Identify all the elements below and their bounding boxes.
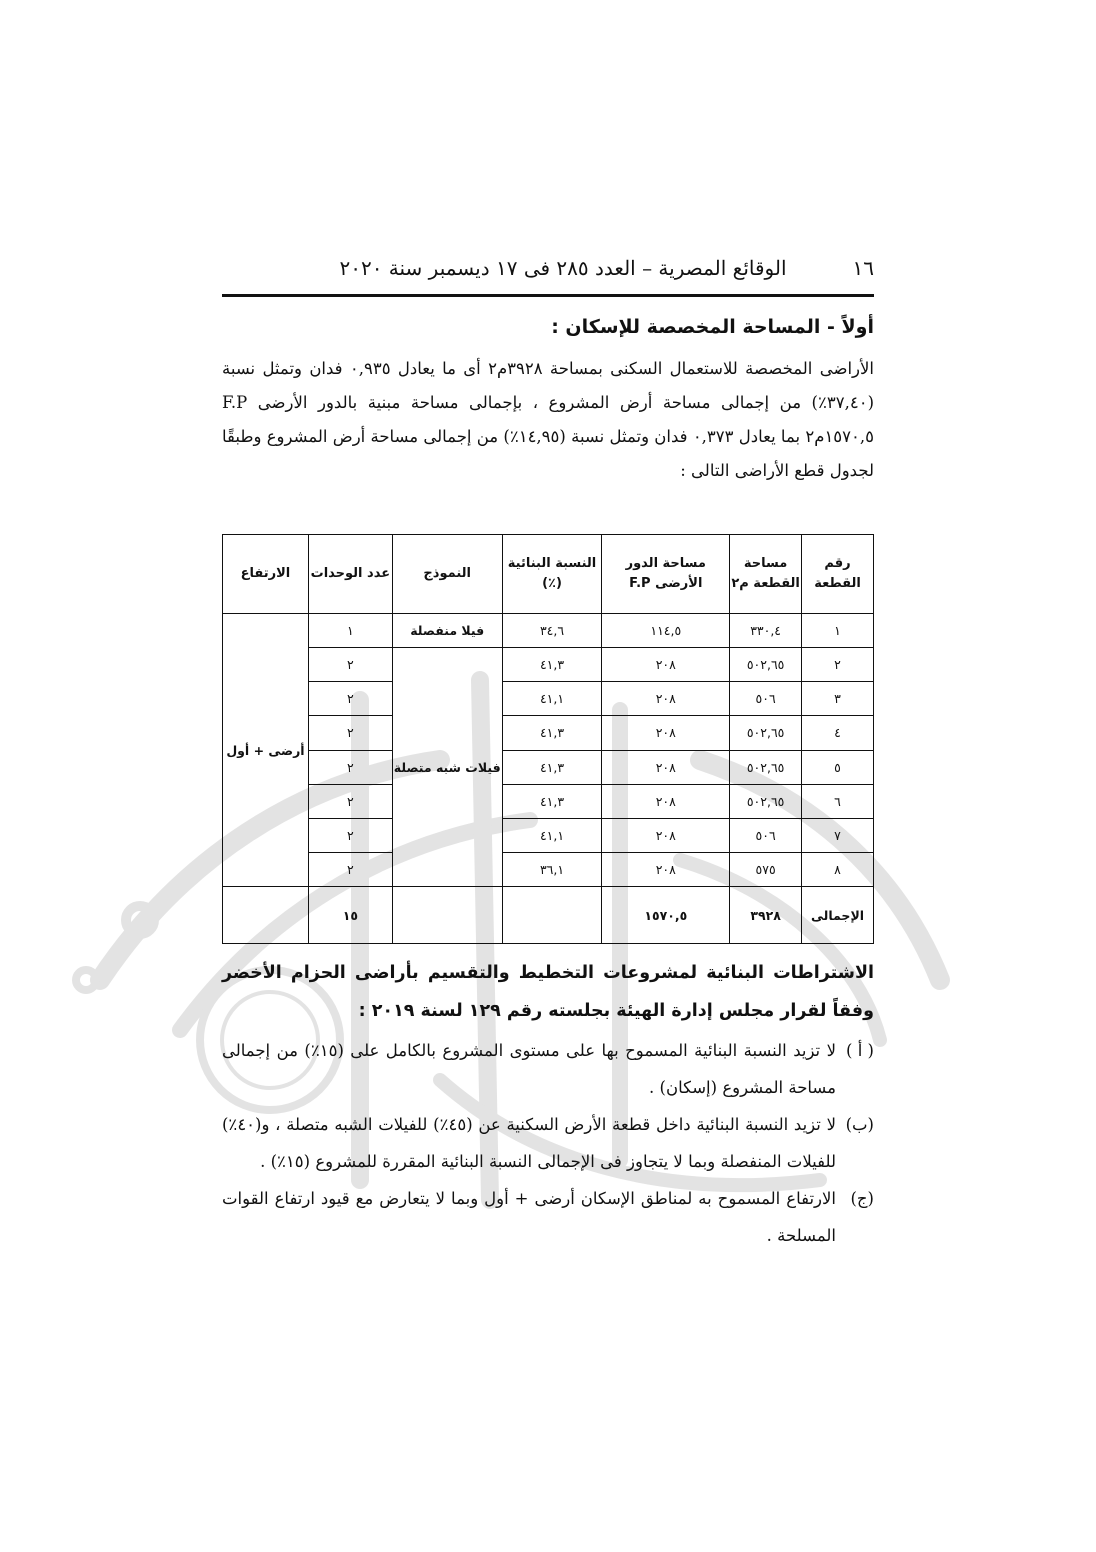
cell-model-semi: فيلات شبه متصلة xyxy=(392,648,502,887)
cell-coverage: ٣٦,١ xyxy=(502,852,602,886)
header-rule xyxy=(222,294,874,297)
cell-ground-area: ٢٠٨ xyxy=(602,682,730,716)
cell-coverage: ٤١,٣ xyxy=(502,716,602,750)
cell-plot-area: ٥٠٢,٦٥ xyxy=(730,750,802,784)
header-plot-area: مساحة القطعة م٢ xyxy=(730,535,802,614)
cell-model-single: فيلا منفصلة xyxy=(392,614,502,648)
cell-ground-area: ٢٠٨ xyxy=(602,784,730,818)
cell-ground-area: ٢٠٨ xyxy=(602,716,730,750)
header-ground-area: مساحة الدور الأرضى F.P xyxy=(602,535,730,614)
page-number: ١٦ xyxy=(852,256,874,280)
cell-units: ٢ xyxy=(308,818,392,852)
cell-plot-area: ٥٠٢,٦٥ xyxy=(730,648,802,682)
item-label: (ب) xyxy=(845,1115,874,1134)
item-text: الارتفاع المسموح به لمناطق الإسكان أرضى + أول وبما لا يتعارض مع قيود ارتفاع القوات المسلحة . xyxy=(222,1189,836,1245)
conditions-list xyxy=(222,1032,874,1254)
cell-plot-area: ٥٧٥ xyxy=(730,852,802,886)
table-row xyxy=(223,682,874,716)
cell-height: أرضى + أول xyxy=(223,614,309,887)
cell-plot-area: ٥٠٦ xyxy=(730,818,802,852)
plots-table xyxy=(222,534,874,944)
section-heading-housing: أولاً - المساحة المخصصة للإسكان : xyxy=(551,316,874,338)
cell-units: ٢ xyxy=(308,648,392,682)
header-plot-no: رقم القطعة xyxy=(802,535,874,614)
item-label: (ج) xyxy=(850,1189,874,1208)
header-units: عدد الوحدات xyxy=(308,535,392,614)
page-header xyxy=(222,250,874,286)
table-row xyxy=(223,648,874,682)
table-row xyxy=(223,716,874,750)
total-plot-area: ٣٩٢٨ xyxy=(730,887,802,944)
total-coverage-empty xyxy=(502,887,602,944)
total-model-empty xyxy=(392,887,502,944)
total-units: ١٥ xyxy=(308,887,392,944)
cell-plot-area: ٥٠٢,٦٥ xyxy=(730,716,802,750)
cell-plot-area: ٥٠٦ xyxy=(730,682,802,716)
cell-ground-area: ٢٠٨ xyxy=(602,648,730,682)
list-item xyxy=(222,1032,874,1106)
cell-units: ١ xyxy=(308,614,392,648)
table-row xyxy=(223,852,874,886)
cell-coverage: ٤١,٣ xyxy=(502,750,602,784)
item-label: ( أ ) xyxy=(846,1041,874,1060)
section-heading-conditions: الاشتراطات البنائية لمشروعات التخطيط والتقسيم بأراضى الحزام الأخضر وفقاً لقرار مجلس إدارة الهيئة بجلسته رقم ١٢٩ لسنة ٢٠١٩ : xyxy=(222,963,874,1021)
cell-plot-no: ٤ xyxy=(802,716,874,750)
list-item xyxy=(222,1106,874,1180)
cell-coverage: ٤١,٣ xyxy=(502,648,602,682)
cell-plot-no: ٢ xyxy=(802,648,874,682)
cell-ground-area: ٢٠٨ xyxy=(602,750,730,784)
table-row xyxy=(223,784,874,818)
cell-units: ٢ xyxy=(308,682,392,716)
header-model: النموذج xyxy=(392,535,502,614)
cell-units: ٢ xyxy=(308,716,392,750)
cell-plot-no: ٥ xyxy=(802,750,874,784)
cell-ground-area: ١١٤,٥ xyxy=(602,614,730,648)
cell-plot-no: ١ xyxy=(802,614,874,648)
cell-ground-area: ٢٠٨ xyxy=(602,852,730,886)
total-label: الإجمالى xyxy=(802,887,874,944)
item-text: لا تزيد النسبة البنائية المسموح بها على مستوى المشروع بالكامل على (١٥٪) من إجمالى مساحة المشروع (إسكان) . xyxy=(222,1041,836,1097)
cell-plot-no: ٨ xyxy=(802,852,874,886)
cell-ground-area: ٢٠٨ xyxy=(602,818,730,852)
cell-plot-area: ٣٣٠,٤ xyxy=(730,614,802,648)
table-row xyxy=(223,750,874,784)
cell-plot-no: ٣ xyxy=(802,682,874,716)
cell-units: ٢ xyxy=(308,852,392,886)
cell-coverage: ٣٤,٦ xyxy=(502,614,602,648)
gazette-title: الوقائع المصرية – العدد ٢٨٥ فى ١٧ ديسمبر سنة ٢٠٢٠ xyxy=(339,256,787,280)
cell-plot-no: ٧ xyxy=(802,818,874,852)
cell-coverage: ٤١,٣ xyxy=(502,784,602,818)
cell-units: ٢ xyxy=(308,784,392,818)
cell-coverage: ٤١,١ xyxy=(502,818,602,852)
item-text: لا تزيد النسبة البنائية داخل قطعة الأرض السكنية عن (٤٥٪) للفيلات الشبه متصلة ، و(٤٠٪) للفيلات المنفصلة وبما لا يتجاوز فى الإجمالى النسبة البنائية المقررة للمشروع (١٥٪) . xyxy=(222,1115,836,1171)
table-row xyxy=(223,818,874,852)
cell-plot-area: ٥٠٢,٦٥ xyxy=(730,784,802,818)
list-item xyxy=(222,1180,874,1254)
header-coverage: النسبة البنائية (٪) xyxy=(502,535,602,614)
total-height-empty xyxy=(223,887,309,944)
total-ground-area: ١٥٧٠,٥ xyxy=(602,887,730,944)
cell-coverage: ٤١,١ xyxy=(502,682,602,716)
table-header-row xyxy=(223,535,874,614)
table-total-row xyxy=(223,887,874,944)
table-row xyxy=(223,614,874,648)
cell-units: ٢ xyxy=(308,750,392,784)
cell-plot-no: ٦ xyxy=(802,784,874,818)
housing-paragraph: الأراضى المخصصة للاستعمال السكنى بمساحة ٣٩٢٨م٢ أى ما يعادل ٠,٩٣٥ فدان وتمثل نسبة (٣٧,٤٠٪) من إجمالى مساحة أرض المشروع ، بإجمالى مساحة مبنية بالدور الأرضى F.P ١٥٧٠,٥م٢ بما يعادل ٠,٣٧٣ فدان وتمثل نسبة (١٤,٩٥٪) من إجمالى مساحة أرض المشروع وطبقًا لجدول قطع الأراضى التالى : xyxy=(222,359,875,480)
header-height: الارتفاع xyxy=(223,535,309,614)
